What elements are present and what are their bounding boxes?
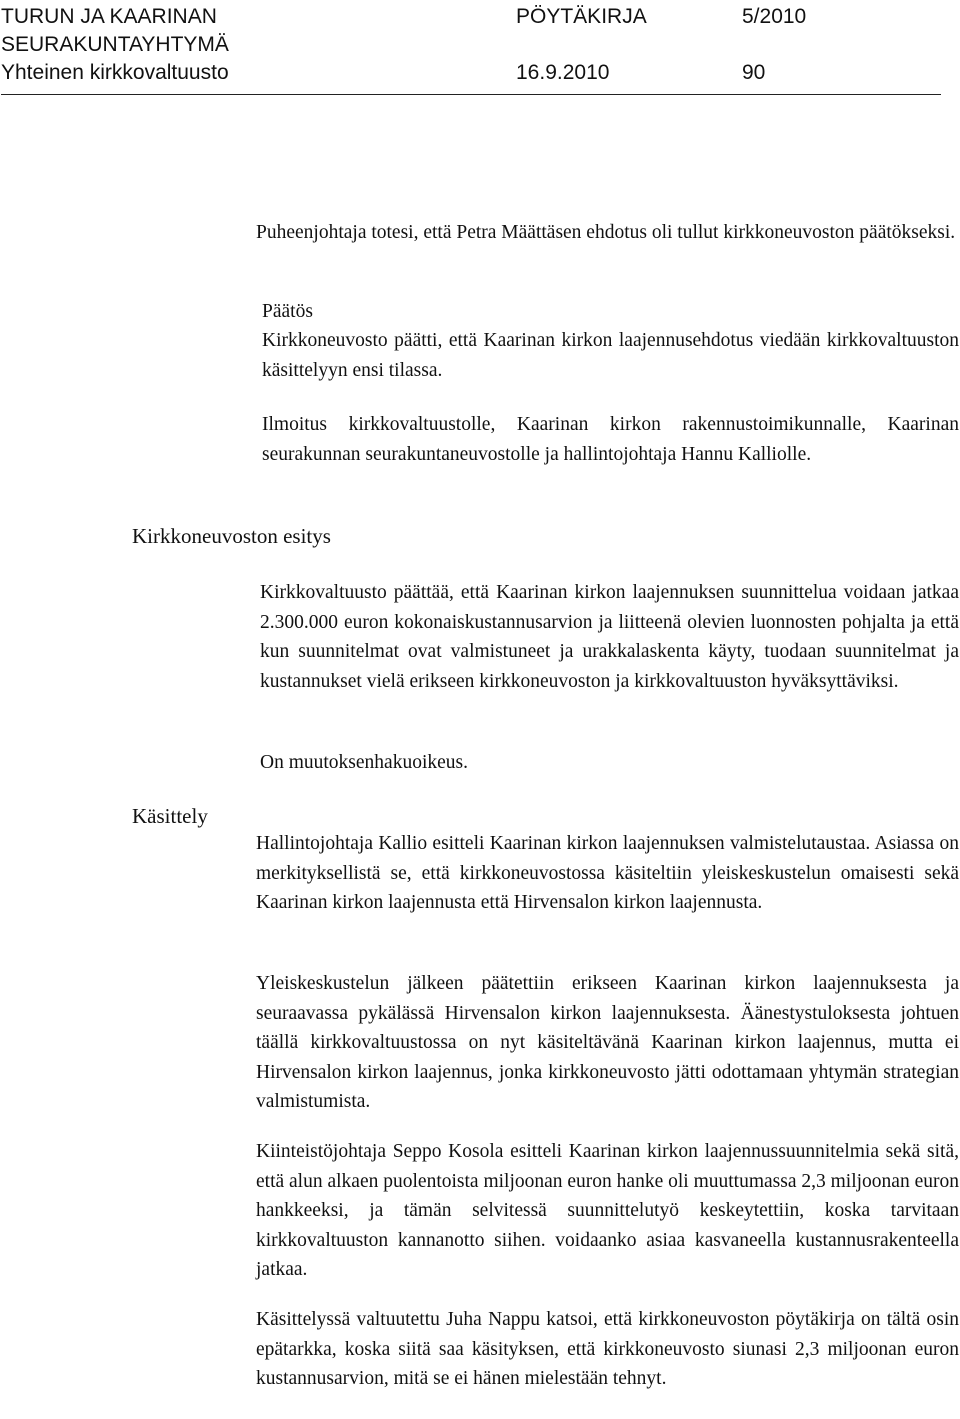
meeting-date: 16.9.2010 (516, 61, 610, 84)
decision-text: Kirkkoneuvosto päätti, että Kaarinan kirkon laajennusehdotus viedään kirkkovaltuuston käsittelyyn ensi tilassa. (262, 330, 959, 381)
notice-text: Ilmoitus kirkkovaltuustolle, Kaarinan kirkon rakennustoimikunnalle, Kaarinan seurakunnan seurakuntaneuvostolle ja hallintojohtaja Hannu Kalliolle. (262, 414, 959, 465)
organization-name-line1: TURUN JA KAARINAN (1, 5, 217, 28)
organization-name-line2: SEURAKUNTAYHTYMÄ (1, 33, 229, 56)
document-number: 5/2010 (742, 5, 807, 28)
handling-paragraph-2: Yleiskeskustelun jälkeen päätettiin erikseen Kaarinan kirkon laajennuksesta ja seuraavassa pykälässä Hirvensalon kirkon laajennuksesta. Äänestystuloksesta johtuen täällä kirkkovaltuustossa on nyt käsiteltävänä Kaarinan kirkon laajennus, mutta ei Hirvensalon kirkon laajennus, jonka kirkkoneuvosto jätti odottamaan yhtymän strategian valmistumista. (256, 973, 959, 1112)
document-type: PÖYTÄKIRJA (516, 5, 647, 28)
handling-label: Käsittely (132, 804, 208, 828)
decision-heading: Päätös (262, 301, 313, 322)
handling-paragraph-4: Käsittelyssä valtuutettu Juha Nappu katsoi, että kirkkoneuvoston pöytäkirja on tältä osin epätarkka, koska siitä saa käsityksen, että kirkkoneuvosto siunasi 2,3 miljoonan euron kustannusarvion, mitä se ei hänen mielestään tehnyt. (256, 1309, 959, 1389)
handling-paragraph-3: Kiinteistöjohtaja Seppo Kosola esitteli Kaarinan kirkon laajennussuunnitelmia sekä sitä, että alun alkaen puolentoista miljoonan euron hanke oli muuttumassa 2,3 miljoonan euron hankkeeksi, ja tämän selvitessä suunnittelutyö keskeytettiin, koska tarvitaan kirkkovaltuuston kannanotto siihen. voidaanko asiaa kasvaneella kustannusrakenteella jatkaa. (256, 1141, 959, 1280)
body-name: Yhteinen kirkkovaltuusto (1, 61, 229, 84)
handling-paragraph-1: Hallintojohtaja Kallio esitteli Kaarinan kirkon laajennuksen valmistelutaustaa. Asiassa on merkityksellistä se, että kirkkoneuvostossa käsiteltiin yleiskeskustelun omaisesti sekä Kaarinan kirkon laajennusta että Hirvensalon kirkon laajennusta. (256, 833, 959, 913)
appeal-notice: On muutoksenhakuoikeus. (260, 752, 468, 773)
proposal-label: Kirkkoneuvoston esitys (132, 524, 331, 548)
page-number: 90 (742, 61, 766, 84)
proposal-text: Kirkkovaltuusto päättää, että Kaarinan kirkon laajennuksen suunnittelua voidaan jatkaa 2.300.000 euron kokonaiskustannusarvion ja liitteenä olevien luonnosten pohjalta ja että kun suunnitelmat ovat valmistuneet ja urakkalaskenta käyty, tuodaan suunnitelmat ja kustannukset vielä erikseen kirkkoneuvoston ja kirkkovaltuuston hyväksyttäviksi. (260, 582, 959, 692)
chair-statement: Puheenjohtaja totesi, että Petra Määttäsen ehdotus oli tullut kirkkoneuvoston päätökseksi. (256, 222, 956, 243)
header-divider (1, 94, 941, 95)
